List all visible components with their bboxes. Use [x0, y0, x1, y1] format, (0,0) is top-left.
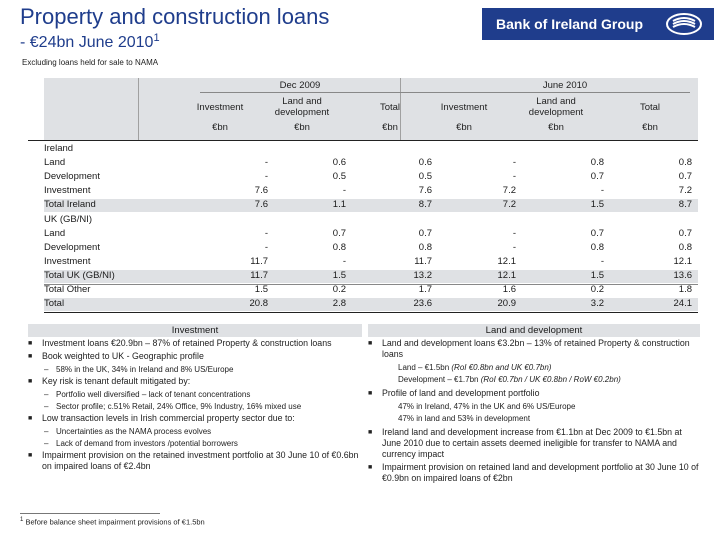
table-cell: 1.5 — [590, 269, 604, 281]
table-cell: 20.9 — [497, 298, 516, 310]
square-bullet-icon: ■ — [28, 378, 33, 385]
table-cell: 0.5 — [332, 171, 346, 183]
table-cell: 1.8 — [678, 284, 692, 295]
table-cell: 8.7 — [418, 199, 432, 211]
footnote-rule — [20, 513, 160, 514]
list-subitem: Development – €1.7bn (RoI €0.7bn / UK €0.8bn / RoW €0.2bn) — [398, 375, 621, 384]
unit-header: €bn — [382, 122, 398, 133]
col-header-total: Total — [639, 102, 661, 113]
table-cell: - — [512, 171, 516, 183]
list-subitem: 47% in land and 53% in development — [398, 414, 531, 423]
investment-panel — [28, 338, 362, 474]
table-cell: 0.2 — [590, 284, 604, 295]
page-title: Property and construction loans — [20, 4, 330, 29]
table-cell: 0.8 — [590, 241, 604, 253]
list-item: ■ Investment loans €20.9bn – 87% of retained Property & construction loans — [28, 338, 332, 348]
land-panel-title: Land and development — [368, 324, 700, 337]
col-header-investment: Investment — [440, 102, 488, 113]
list-item: ■ Ireland land and development increase from €1.1bn at Dec 2009 to €1.5bn at June 2010 due to certain assets deemed ineligible for transfer to NAMA and currency impact — [368, 427, 682, 459]
col-header-total: Total — [379, 102, 401, 113]
row-label: Total UK (GB/NI) — [44, 269, 115, 281]
table-cell: 0.2 — [332, 284, 346, 295]
square-bullet-icon: ■ — [368, 429, 373, 436]
table-cell: - — [512, 157, 516, 169]
footnote: $^1$ Before balance sheet impairment provisions of €1.5bn — [20, 517, 205, 527]
table-cell: 7.6 — [254, 199, 268, 211]
table-cell: 0.7 — [590, 227, 604, 239]
table-cell: 7.2 — [502, 199, 516, 211]
year-header-dec-2009: Dec 2009 — [279, 80, 321, 91]
table-cell: 0.5 — [418, 171, 432, 183]
table-cell: 0.7 — [678, 227, 692, 239]
table-cell: - — [600, 185, 604, 197]
year-header-june-2010: June 2010 — [542, 80, 588, 91]
list-subitem: – Sector profile; c.51% Retail, 24% Office, 9% Industry, 16% mixed use — [44, 402, 302, 411]
list-subitem: – Uncertainties as the NAMA process evolves — [44, 427, 212, 436]
list-item: ■ Impairment provision on the retained investment portfolio at 30 June 10 of €0.6bn on impaired loans of €2.4bn — [28, 450, 359, 471]
list-subitem: Land – €1.5bn (RoI €0.8bn and UK €0.7bn) — [398, 363, 552, 372]
unit-header: €bn — [294, 122, 310, 133]
table-cell: - — [600, 255, 604, 267]
table-cell: 0.8 — [678, 241, 692, 253]
row-label: Total Other — [44, 284, 91, 295]
row-label: Ireland — [44, 143, 74, 154]
row-label: UK (GB/NI) — [44, 213, 93, 225]
table-cell: 11.7 — [250, 269, 268, 281]
unit-header: €bn — [456, 122, 472, 133]
table-cell: 0.7 — [590, 171, 604, 183]
list-subitem: – 58% in the UK, 34% in Ireland and 8% US/Europe — [44, 365, 234, 374]
table-cell: 11.7 — [414, 255, 432, 267]
table-cell: - — [264, 227, 268, 239]
table-cell: 1.5 — [590, 199, 604, 211]
table-header-rule — [28, 140, 698, 141]
table-cell: 7.6 — [254, 185, 268, 197]
table-cell: 7.2 — [502, 185, 516, 197]
list-subitem: – Portfolio well diversified – lack of tenant concentrations — [44, 390, 251, 399]
table-cell: 24.1 — [673, 298, 692, 310]
table-cell: 1.5 — [332, 269, 346, 281]
table-cell: 3.2 — [590, 298, 604, 310]
row-label: Land — [44, 227, 66, 239]
table-cell: - — [342, 255, 346, 267]
row-label: Investment — [44, 255, 91, 267]
square-bullet-icon: ■ — [28, 340, 33, 347]
table-row — [44, 228, 698, 242]
table-cell: 2.8 — [332, 298, 346, 310]
row-label: Total — [44, 298, 65, 310]
table-cell: 7.2 — [678, 185, 692, 197]
table-cell: - — [264, 171, 268, 183]
unit-header: €bn — [212, 122, 228, 133]
table-cell: - — [264, 157, 268, 169]
square-bullet-icon: ■ — [28, 415, 33, 422]
table-cell: 0.8 — [590, 157, 604, 169]
table-cell: - — [512, 227, 516, 239]
square-bullet-icon: ■ — [368, 464, 373, 471]
row-label: Development — [44, 241, 100, 253]
investment-panel-title: Investment — [28, 324, 362, 337]
table-cell: 13.6 — [673, 269, 692, 281]
table-row — [44, 199, 698, 213]
list-item: ■ Land and development loans €3.2bn – 13% of retained Property & construction loans — [368, 338, 690, 359]
list-item: ■ Key risk is tenant default mitigated by: — [28, 376, 191, 386]
brand-name: Bank of Ireland Group — [496, 16, 644, 32]
list-item: ■ Profile of land and development portfolio — [368, 388, 540, 398]
table-cell: 12.1 — [673, 255, 692, 267]
list-subitem: – Lack of demand from investors /potential borrowers — [44, 439, 238, 448]
table-cell: 8.7 — [678, 199, 692, 211]
table-cell: 1.5 — [254, 284, 268, 295]
table-cell: 0.6 — [418, 157, 432, 169]
table-row — [44, 242, 698, 256]
table-row — [44, 185, 698, 199]
table-row — [44, 171, 698, 185]
table-row — [44, 214, 698, 228]
land-panel — [368, 338, 700, 486]
row-label: Total Ireland — [44, 199, 96, 211]
table-cell: 0.8 — [418, 241, 432, 253]
table-cell: 20.8 — [249, 298, 268, 310]
col-header-investment: Investment — [196, 102, 244, 113]
table-cell: 7.6 — [418, 185, 432, 197]
table-cell: 1.7 — [418, 284, 432, 295]
table-cell: - — [264, 241, 268, 253]
row-label: Land — [44, 157, 66, 169]
table-cell: 0.7 — [332, 227, 346, 239]
table-row — [44, 256, 698, 270]
list-subitem: 47% in Ireland, 47% in the UK and 6% US/Europe — [398, 402, 576, 411]
exclusion-note: Excluding loans held for sale to NAMA — [22, 58, 159, 67]
brand-banner — [482, 8, 714, 40]
year-underline — [200, 92, 690, 93]
table-cell: 0.7 — [678, 171, 692, 183]
table-row — [44, 143, 698, 157]
row-label: Investment — [44, 185, 91, 197]
row-separator — [44, 312, 698, 313]
bank-logo-icon — [664, 11, 704, 37]
square-bullet-icon: ■ — [368, 390, 373, 397]
row-label: Development — [44, 171, 100, 183]
page-subtitle: - €24bn June 2010$^1$ — [20, 32, 160, 51]
table-cell: 0.8 — [332, 241, 346, 253]
table-cell: 0.6 — [332, 157, 346, 169]
table-row — [44, 298, 698, 312]
table-cell: 13.2 — [413, 269, 432, 281]
list-item: ■ Book weighted to UK - Geographic profile — [28, 351, 204, 361]
table-cell: 12.1 — [497, 269, 516, 281]
table-cell: 0.8 — [678, 157, 692, 169]
table-row — [44, 157, 698, 171]
table-cell: 23.6 — [413, 298, 432, 310]
unit-header: €bn — [642, 122, 658, 133]
col-header-land-dev: Land and development — [274, 96, 330, 118]
table-row — [44, 284, 698, 298]
unit-header: €bn — [548, 122, 564, 133]
table-cell: - — [512, 241, 516, 253]
table-cell: - — [342, 185, 346, 197]
table-cell: 1.1 — [332, 199, 346, 211]
table-cell: 1.6 — [502, 284, 516, 295]
col-header-land-dev: Land and development — [528, 96, 584, 118]
table-cell: 0.7 — [418, 227, 432, 239]
square-bullet-icon: ■ — [368, 340, 373, 347]
table-cell: 11.7 — [250, 255, 268, 267]
table-row — [44, 270, 698, 284]
list-item: ■ Low transaction levels in Irish commercial property sector due to: — [28, 413, 295, 423]
square-bullet-icon: ■ — [28, 452, 33, 459]
list-item: ■ Impairment provision on retained land and development portfolio at 30 June 10 of €0.9bn on impaired loans of €2bn — [368, 462, 699, 483]
table-cell: 12.1 — [497, 255, 516, 267]
square-bullet-icon: ■ — [28, 353, 33, 360]
